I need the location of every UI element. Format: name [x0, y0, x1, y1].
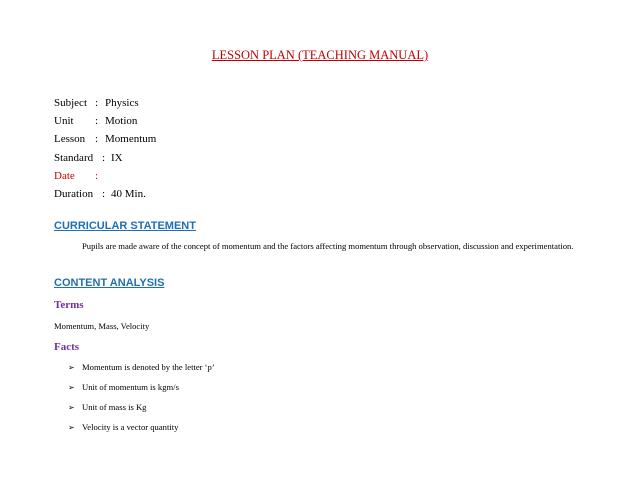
facts-heading: Facts	[54, 341, 80, 353]
meta-value: Momentum	[105, 133, 157, 145]
meta-duration	[54, 187, 146, 201]
meta-value: 40 Min.	[111, 188, 146, 200]
fact-item	[68, 402, 146, 412]
meta-unit	[54, 114, 137, 128]
meta-value: IX	[111, 152, 123, 164]
meta-sep: :	[102, 188, 106, 200]
meta-standard	[54, 151, 123, 165]
meta-sep: :	[95, 115, 99, 127]
fact-item	[68, 382, 179, 392]
meta-value: Physics	[105, 97, 139, 109]
content-heading: CONTENT ANALYSIS	[54, 277, 165, 289]
fact-item	[68, 422, 178, 432]
terms-heading: Terms	[54, 299, 84, 311]
curricular-heading: CURRICULAR STATEMENT	[54, 220, 196, 232]
meta-sep: :	[95, 170, 99, 182]
page-title: LESSON PLAN (TEACHING MANUAL)	[211, 48, 429, 62]
meta-label: Unit	[54, 115, 74, 127]
meta-value: Motion	[105, 115, 138, 127]
meta-label: Lesson	[54, 133, 86, 145]
fact-text: Unit of momentum is kgm/s	[82, 382, 179, 392]
meta-label: Subject	[54, 97, 87, 109]
arrow-bullet-icon: ➢	[68, 363, 75, 372]
fact-text: Unit of mass is Kg	[82, 402, 147, 412]
meta-label: Date	[54, 170, 75, 182]
arrow-bullet-icon: ➢	[68, 403, 75, 412]
meta-label: Duration	[54, 188, 94, 200]
meta-label: Standard	[54, 152, 94, 164]
fact-text: Momentum is denoted by the letter ‘p’	[82, 362, 215, 372]
curricular-text: Pupils are made aware of the concept of momentum and the factors affecting momentum through observation, discussion and experimentation.	[82, 241, 574, 251]
terms-text: Momentum, Mass, Velocity	[54, 321, 150, 331]
meta-date	[54, 169, 105, 183]
meta-sep: :	[95, 97, 99, 109]
arrow-bullet-icon: ➢	[68, 423, 75, 432]
meta-sep: :	[102, 152, 106, 164]
meta-sep: :	[95, 133, 99, 145]
arrow-bullet-icon: ➢	[68, 383, 75, 392]
fact-text: Velocity is a vector quantity	[82, 422, 179, 432]
meta-subject	[54, 96, 139, 110]
fact-item	[68, 362, 215, 372]
meta-lesson	[54, 132, 156, 146]
